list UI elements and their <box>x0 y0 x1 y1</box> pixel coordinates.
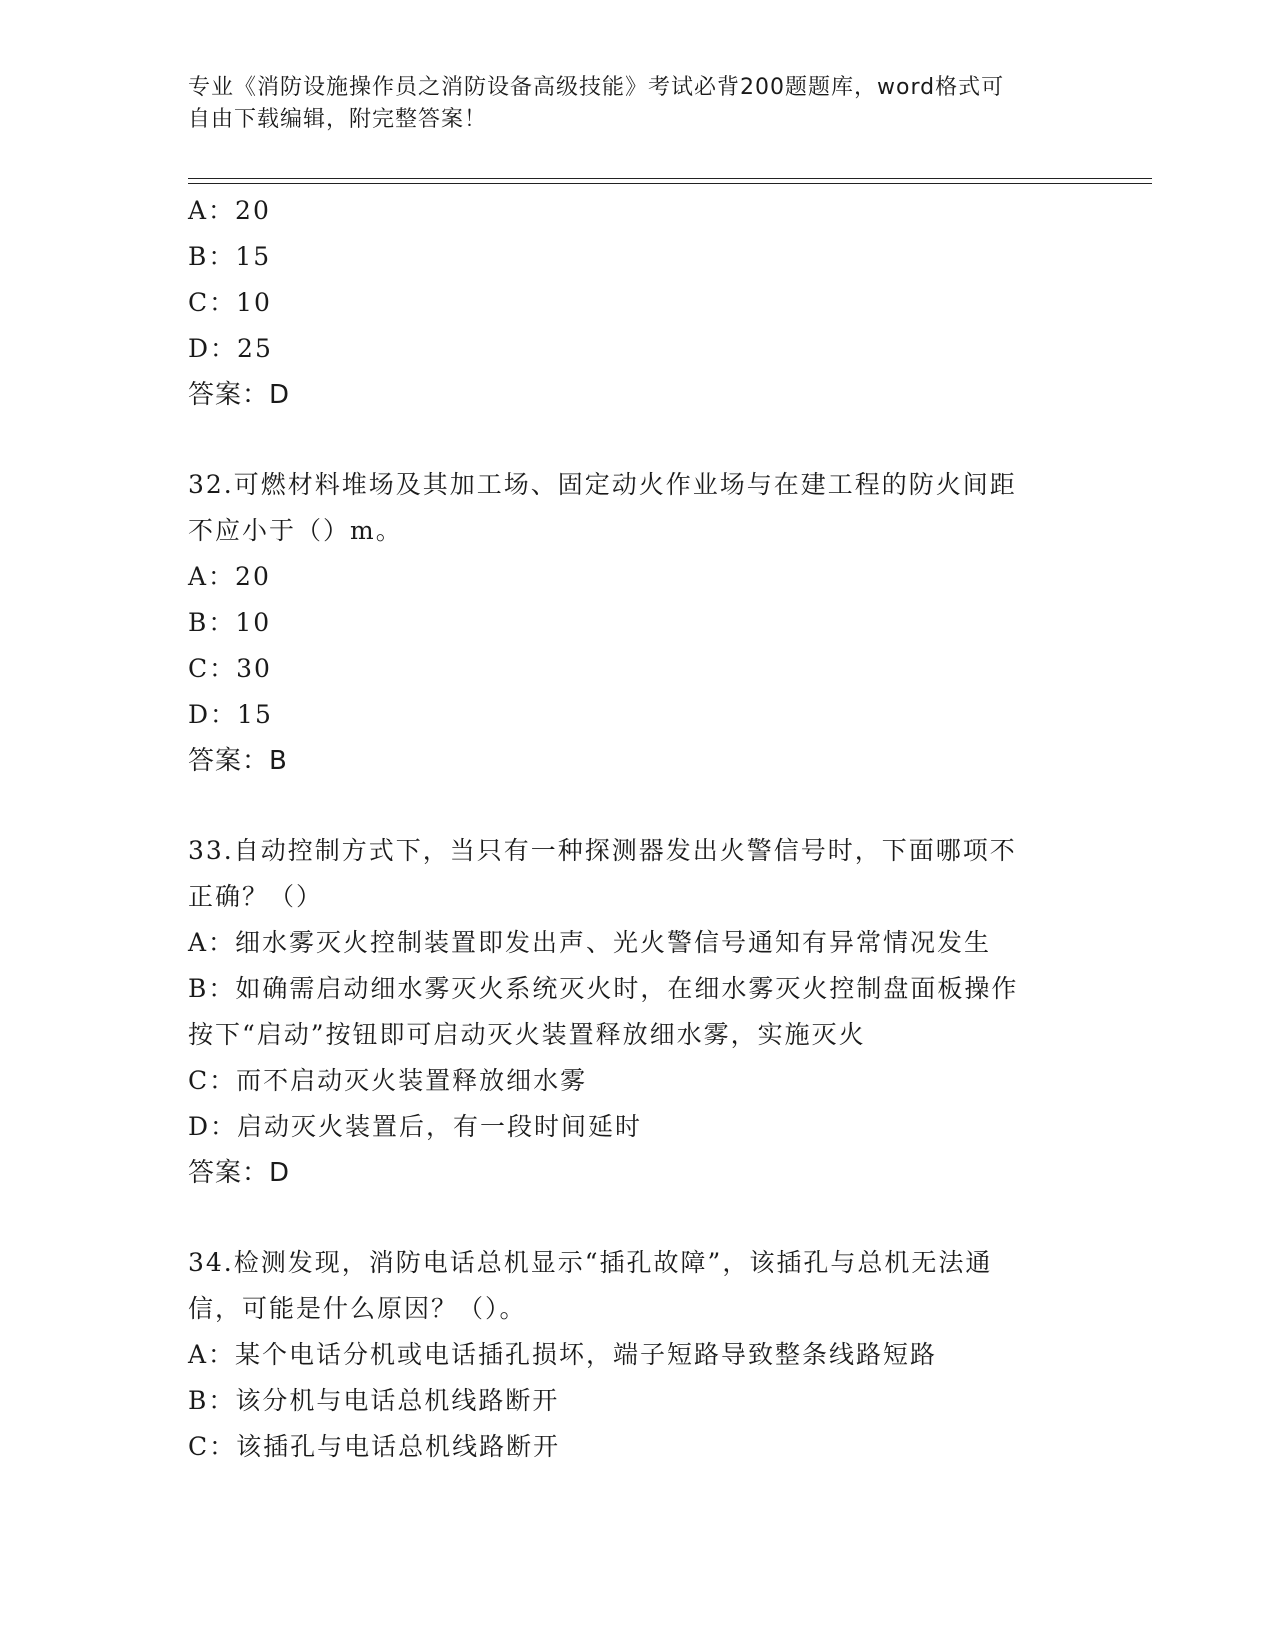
option-b: B：10 <box>188 608 272 637</box>
option-c: C：该插孔与电话总机线路断开 <box>188 1432 561 1461</box>
question-34 <box>188 1240 1088 1470</box>
header-line-1: 专业《消防设施操作员之消防设备高级技能》考试必背200题题库，word格式可 <box>188 75 1005 100</box>
option-d: D：启动灭火装置后，有一段时间延时 <box>188 1112 643 1141</box>
option-b-continued: 按下“启动”按钮即可启动灭火装置释放细水雾，实施灭火 <box>188 1020 866 1049</box>
header-divider-bottom <box>188 183 1152 184</box>
option-b: B：如确需启动细水雾灭火系统灭火时，在细水雾灭火控制盘面板操作 <box>188 974 1019 1003</box>
question-list <box>188 188 1088 1470</box>
option-d: D：15 <box>188 700 273 729</box>
document-header <box>188 72 1088 136</box>
option-b: B：该分机与电话总机线路断开 <box>188 1386 560 1415</box>
option-a: A：20 <box>188 196 271 225</box>
question-33 <box>188 828 1088 1196</box>
question-stem-continued: 不应小于（）m。 <box>188 516 403 545</box>
question-stem-continued: 信，可能是什么原因？（）。 <box>188 1294 527 1323</box>
answer-line: 答案：D <box>188 380 291 410</box>
question-32 <box>188 462 1088 784</box>
question-stem: 32.可燃材料堆场及其加工场、固定动火作业场与在建工程的防火间距 <box>188 470 1017 499</box>
header-line-2: 自由下载编辑，附完整答案！ <box>188 107 488 132</box>
question-stem: 34.检测发现，消防电话总机显示“插孔故障”，该插孔与总机无法通 <box>188 1248 993 1277</box>
option-b: B：15 <box>188 242 272 271</box>
question-31-tail <box>188 188 1088 418</box>
question-stem-continued: 正确？（） <box>188 882 324 911</box>
option-a: A：20 <box>188 562 271 591</box>
option-d: D：25 <box>188 334 273 363</box>
option-c: C：10 <box>188 288 272 317</box>
answer-line: 答案：B <box>188 746 288 776</box>
question-stem: 33.自动控制方式下，当只有一种探测器发出火警信号时，下面哪项不 <box>188 836 1017 865</box>
answer-line: 答案：D <box>188 1158 291 1188</box>
header-divider-top <box>188 178 1152 179</box>
option-a: A：细水雾灭火控制装置即发出声、光火警信号通知有异常情况发生 <box>188 928 992 957</box>
option-c: C：30 <box>188 654 272 683</box>
option-a: A：某个电话分机或电话插孔损坏，端子短路导致整条线路短路 <box>188 1340 938 1369</box>
option-c: C：而不启动灭火装置释放细水雾 <box>188 1066 588 1095</box>
